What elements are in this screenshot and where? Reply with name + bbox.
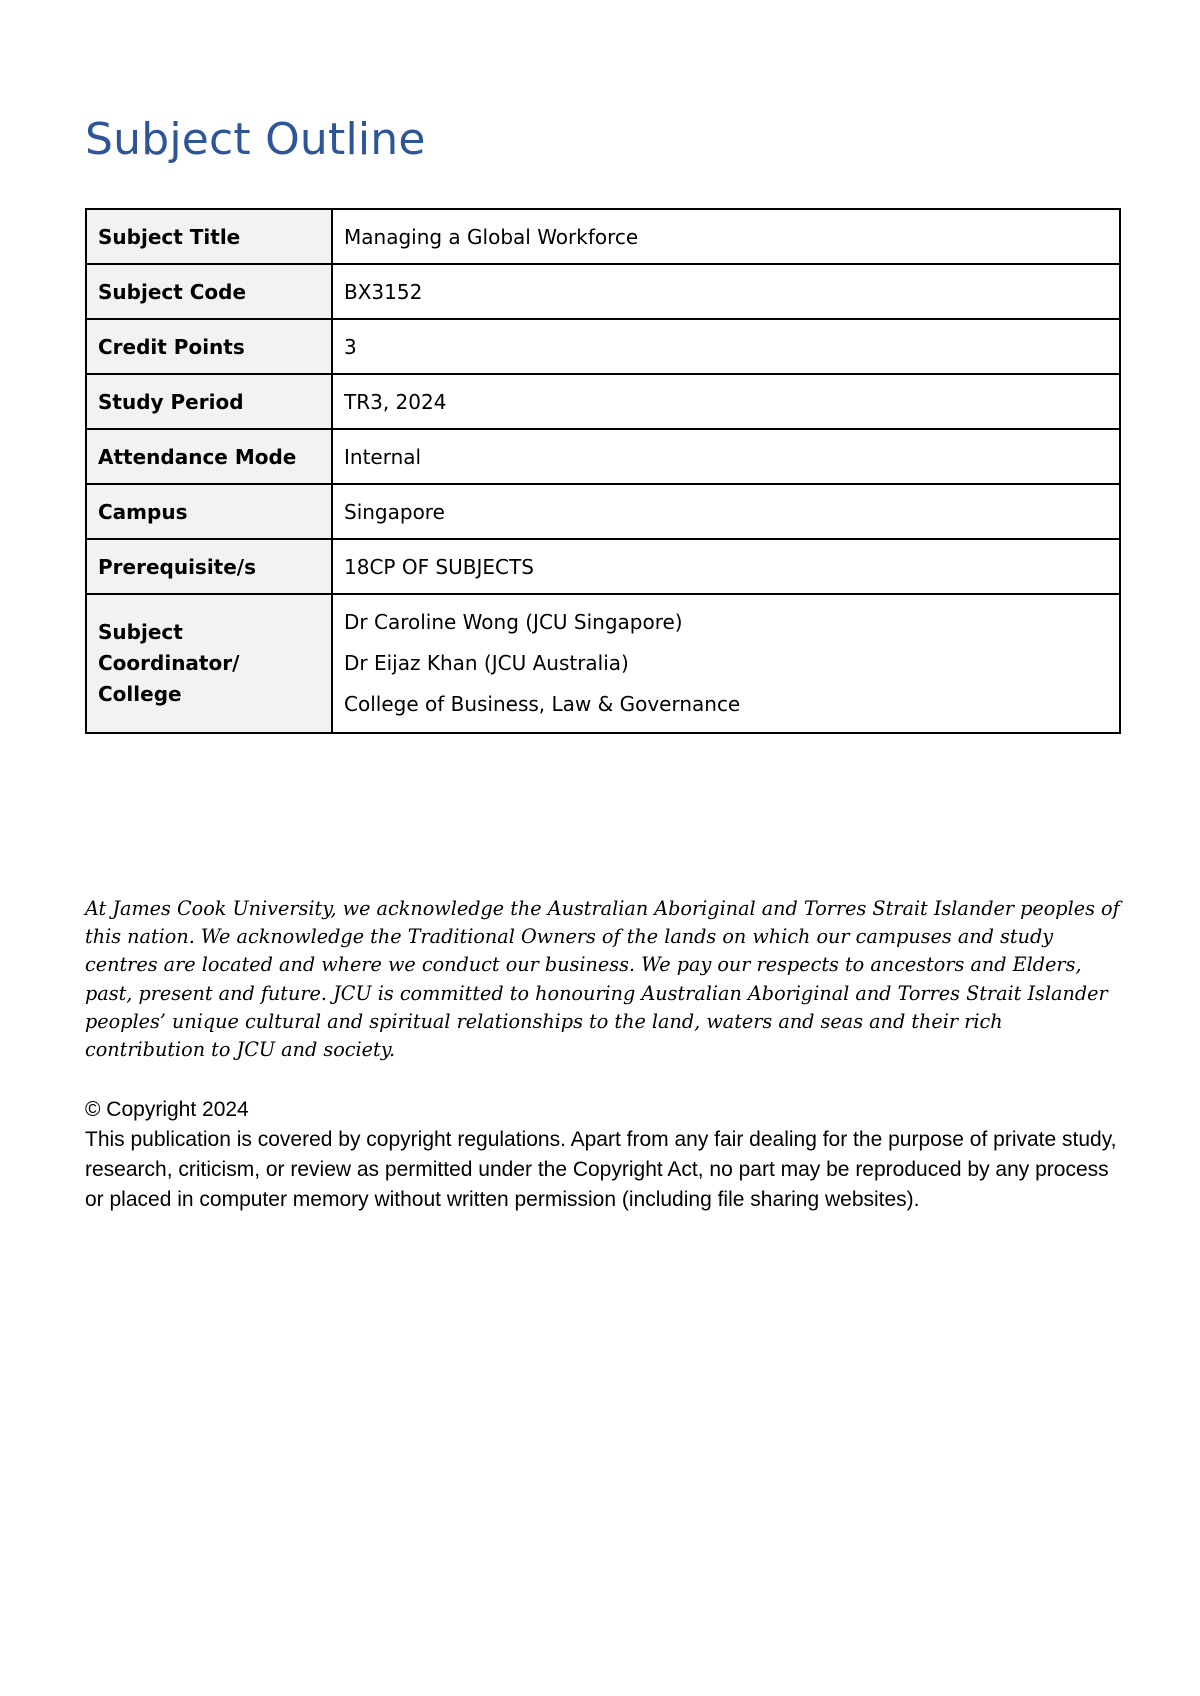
row-subject-title xyxy=(86,209,1120,264)
coordinator-label-line: College xyxy=(98,682,182,706)
coordinator-label-line: Subject Coordinator/ xyxy=(98,620,240,675)
page-title: Subject Outline xyxy=(85,114,426,165)
coordinator-line: Dr Eijaz Khan (JCU Australia) xyxy=(344,651,629,675)
copyright-notice xyxy=(85,1095,1130,1215)
row-label: Campus xyxy=(86,484,332,539)
row-value: TR3, 2024 xyxy=(332,374,1120,429)
row-subject-code xyxy=(86,264,1120,319)
row-label: Study Period xyxy=(86,374,332,429)
row-attendance-mode xyxy=(86,429,1120,484)
row-value xyxy=(332,594,1120,733)
row-value: Internal xyxy=(332,429,1120,484)
row-label: Subject Code xyxy=(86,264,332,319)
subject-info-table xyxy=(85,208,1121,734)
row-label: Subject Title xyxy=(86,209,332,264)
row-value: Singapore xyxy=(332,484,1120,539)
copyright-text: This publication is covered by copyright regulations. Apart from any fair dealing for the purpose of private study, research, criticism, or review as permitted under the Copyright Act, no part may be reproduced by any process or placed in computer memory without written permission (including file sharing websites). xyxy=(85,1128,1117,1211)
row-value: 3 xyxy=(332,319,1120,374)
row-study-period xyxy=(86,374,1120,429)
row-prerequisites xyxy=(86,539,1120,594)
row-value: BX3152 xyxy=(332,264,1120,319)
coordinator-line: Dr Caroline Wong (JCU Singapore) xyxy=(344,610,683,634)
row-campus xyxy=(86,484,1120,539)
row-label xyxy=(86,594,332,733)
row-label: Prerequisite/s xyxy=(86,539,332,594)
row-subject-coordinator xyxy=(86,594,1120,733)
row-label: Credit Points xyxy=(86,319,332,374)
acknowledgement-of-country: At James Cook University, we acknowledge the Australian Aboriginal and Torres Strait Islander peoples of this nation. We acknowledge the Traditional Owners of the lands on which our campuses and study centres are located and where we conduct our business. We pay our respects to ancestors and Elders, past, present and future. JCU is committed to honouring Australian Aboriginal and Torres Strait Islander peoples’ unique cultural and spiritual relationships to the land, waters and seas and their rich contribution to JCU and society. xyxy=(85,897,1120,1062)
copyright-heading: © Copyright 2024 xyxy=(85,1098,249,1121)
coordinator-line: College of Business, Law & Governance xyxy=(344,692,741,716)
row-value: 18CP OF SUBJECTS xyxy=(332,539,1120,594)
row-credit-points xyxy=(86,319,1120,374)
row-label: Attendance Mode xyxy=(86,429,332,484)
row-value: Managing a Global Workforce xyxy=(332,209,1120,264)
